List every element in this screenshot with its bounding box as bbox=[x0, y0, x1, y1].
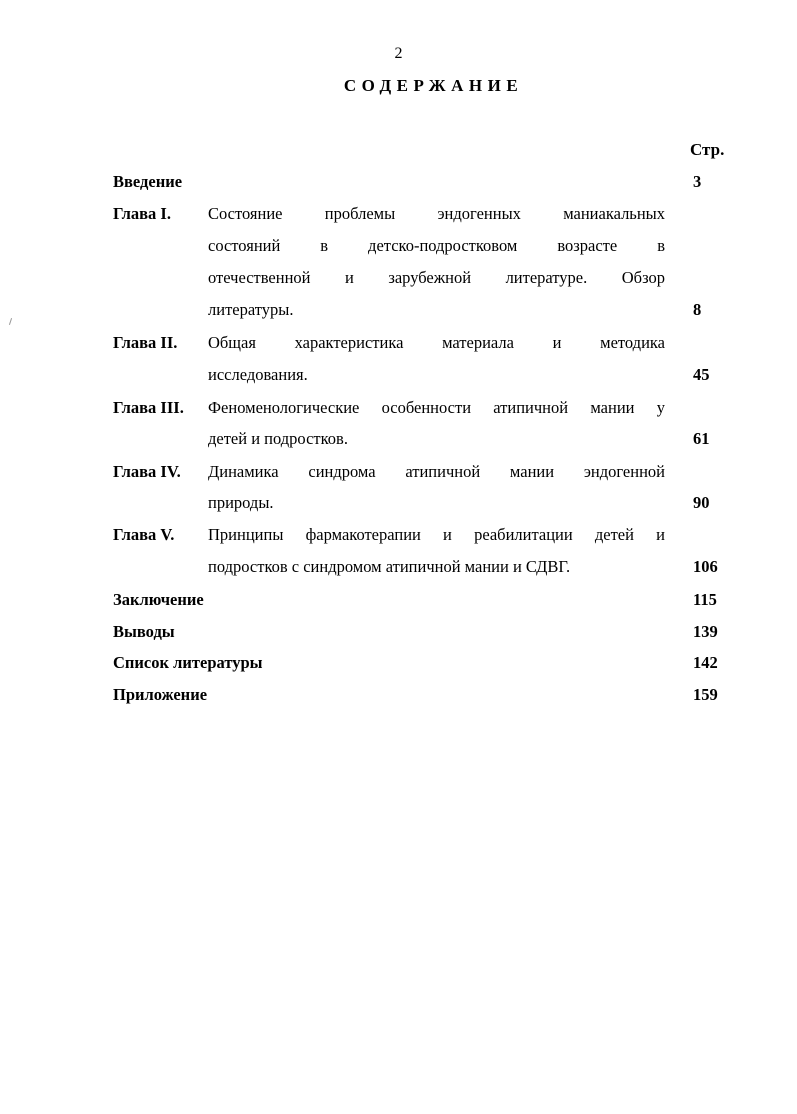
toc-entry-line: Динамика синдрома атипичной мании эндогенной bbox=[208, 462, 665, 481]
toc-entry-label: Список литературы bbox=[113, 653, 263, 672]
page-title: СОДЕРЖАНИЕ bbox=[343, 76, 524, 95]
title-wrap bbox=[0, 74, 797, 98]
toc-entry-page: 139 bbox=[693, 622, 718, 641]
toc-entry-line: литературы. bbox=[208, 300, 294, 319]
toc-entry-line: отечественной и зарубежной литературе. Обзор bbox=[208, 268, 665, 287]
toc-entry-line: исследования. bbox=[208, 365, 308, 384]
toc-entry-label: Заключение bbox=[113, 590, 204, 609]
toc-entry-page: 8 bbox=[693, 300, 702, 319]
toc-entry-line: Принципы фармакотерапии и реабилитации детей и bbox=[208, 525, 665, 544]
toc-entry-label: Глава II. bbox=[113, 333, 178, 352]
page-number: 2 bbox=[394, 45, 403, 62]
toc-entry-page: 159 bbox=[693, 685, 718, 704]
toc-entry-line: Состояние проблемы эндогенных маниакальных bbox=[208, 204, 665, 223]
toc-entry-line: состояний в детско-подростковом возрасте в bbox=[208, 236, 665, 255]
toc-entry-page: 106 bbox=[693, 557, 718, 576]
toc-entry-label: Глава III. bbox=[113, 398, 184, 417]
toc-entry-label: Введение bbox=[113, 172, 183, 191]
toc-entry-label: Глава V. bbox=[113, 525, 175, 544]
toc-entry-line: Феноменологические особенности атипичной мании у bbox=[208, 398, 665, 417]
toc-entry-page: 61 bbox=[693, 429, 710, 448]
toc-entry-line: подростков с синдромом атипичной мании и СДВГ. bbox=[208, 557, 571, 576]
toc-entry-label: Глава IV. bbox=[113, 462, 181, 481]
toc-entry-line: Общая характеристика материала и методика bbox=[208, 333, 665, 352]
toc-entry-page: 142 bbox=[693, 653, 718, 672]
toc-entry-page: 115 bbox=[693, 590, 717, 609]
page-column-header: Стр. bbox=[690, 140, 725, 159]
toc-entry-line: природы. bbox=[208, 493, 274, 512]
toc-entry-page: 45 bbox=[693, 365, 710, 384]
toc-entry-page: 90 bbox=[693, 493, 710, 512]
stray-mark bbox=[9, 318, 12, 325]
toc-entry-label: Глава I. bbox=[113, 204, 171, 223]
toc-entry-label: Приложение bbox=[113, 685, 208, 704]
toc-entry-page: 3 bbox=[693, 172, 702, 191]
toc-entry-line: детей и подростков. bbox=[208, 429, 348, 448]
toc-entry-label: Выводы bbox=[113, 622, 175, 641]
